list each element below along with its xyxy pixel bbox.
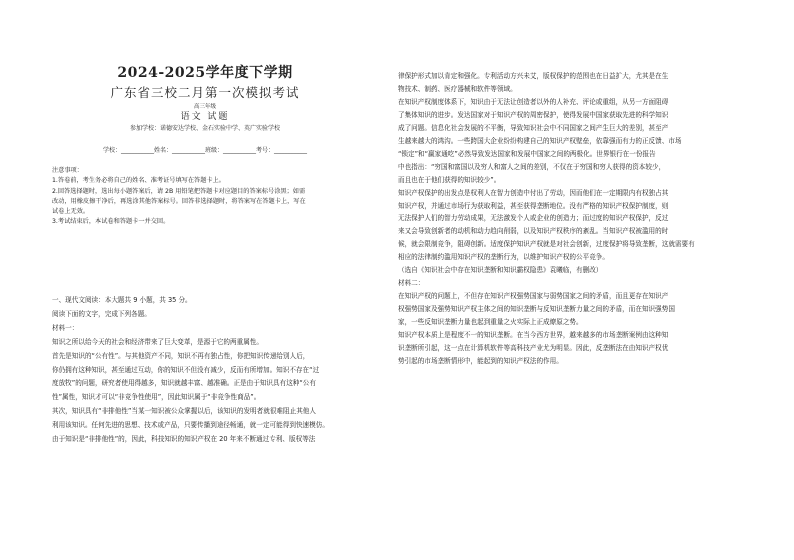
note-line: 1.答卷前，考生务必将自己的姓名、准考证号填写在答题卡上。	[52, 177, 225, 185]
body-line: 了集体知识的进步。发达国家对于知识产权的周密保护，使得发展中国家获取先进的科学知识	[398, 110, 669, 119]
body-line: 而且也在于他们获得的知识较少”。	[398, 175, 501, 184]
notes-heading: 注意事项：	[52, 167, 83, 174]
body-line: 在知识产权的问题上，不但存在知识产权强势国家与弱势国家之间的矛盾，而且更存在知识产	[398, 292, 669, 301]
note-line: 试卷上无效。	[52, 208, 90, 216]
body-line: 无法保护人们的智力劳动成果，无法激发个人或企业的创造力；而过度的知识产权保护，反过	[398, 214, 669, 223]
exam-year-title: 2024-2025学年度下学期	[117, 65, 293, 81]
body-line: 来又会导致创新者的动机和动力趋向削弱，以及知识产权秩序的紊乱。当知识产权被滥用的时	[398, 227, 669, 236]
instruction-line: 阅读下面的文字，完成下列各题。	[52, 309, 151, 318]
material-label: 材料一：	[52, 323, 79, 332]
body-line: “锁定”和“赢家通吃”必然导致发达国家和发展中国家之间的两极化。世界银行在一份报告	[398, 149, 656, 158]
note-line: 改动，用橡皮擦干净后，再选涂其他答案标号。回答非选择题时，将答案写在答题卡上，写在	[52, 197, 306, 205]
body-line: 由于知识是“非排他性”的，因此，科技知识的知识产权在 20 年来不断通过专利、版权等法	[52, 435, 316, 444]
note-line: 2.回答选择题时，选出每小题答案后，请 2B 用铅笔把答题卡对应题目的答案标号涂黑；如需	[52, 187, 306, 195]
body-line: 识垄断所引起，这一点在计算机软件等高科技产业尤为明显。因此，反垄断法在由知识产权优	[398, 344, 669, 353]
exam-notes	[52, 166, 362, 228]
student-info-line: 学校：___________姓名：___________班级：___________考号：___________	[102, 147, 307, 154]
body-line: 物技术、制药、医疗器械和软件等领域。	[398, 84, 517, 93]
body-line: 性”属性，知识才可以“非竞争性使用”，因此知识属于“非竞争性商品”。	[52, 393, 261, 402]
body-line: 其次，知识具有“非排他性”当某一知识被公众掌握以后，该知识的发明者就很难阻止其他人	[52, 407, 316, 416]
body-line: 知识产权，并通过市场行为获取利益，甚至获得垄断地位。没有严格的知识产权保护制度，则	[398, 201, 669, 210]
body-line: 度放牧”的问题，研究者使用得越多，知识就越丰富、越准确。正是由于知识具有这种“公有	[52, 379, 316, 388]
body-line: 律保护形式加以肯定和强化。专利活动方兴未艾，版权保护的范围也在日益扩大，尤其是在生	[398, 72, 669, 80]
body-line: 中也指出：“穷国和富国以及穷人和富人之间的差别，不仅在于穷国和穷人获得的资本较少，	[398, 162, 666, 171]
body-line: 知识产权保护的出发点是权利人在智力创造中付出了劳动，因而他们在一定期限内有权独占其	[398, 188, 669, 197]
body-line: 生越来越大的鸿沟。一些跨国大企业纷纷构建自己的知识产权壁垒，依靠强而有力的正反馈、市场	[398, 136, 682, 145]
body-line: 家，一些反知识垄断力量也起到重量之火实际上正成燎原之势。	[398, 318, 583, 327]
body-line: 在知识产权制度体系下，知识由于无法让创造者以外的人补充、评论或重组，从另一方面阻碍	[398, 97, 669, 106]
body-line: 权强势国家及强势知识产权主体之间的知识垄断与反知识垄断力量之间的矛盾，而在知识强势国	[398, 305, 675, 314]
body-line: 候，就会限制竞争，阻碍创新。适度保护知识产权就是对社会创新，过度保护将导致垄断，这就需要有	[398, 240, 695, 249]
body-line: 知识之所以给今天的社会和经济带来了巨大变革，是源于它的两重属性。	[52, 337, 263, 346]
body-line: 成了问题。信息化社会发展的不平衡，导致知识社会中不同国家之间产生巨大的差别，甚至产	[398, 123, 669, 132]
body-line: 你仍拥有这种知识，甚至通过互动，你的知识不但没有减少，反而有所增加。知识不存在“过	[52, 365, 320, 374]
body-line: 首先是知识的“公有性”。与其他资产不同，知识不再有独占性，你把知识传递给别人后，	[52, 351, 310, 360]
subject-title: 语文 试题	[180, 112, 230, 122]
participating-schools: 参加学校：诺德安达学校、金石实验中学、英广实验学校	[129, 125, 280, 132]
note-line: 3.考试结束后，本试卷和答题卡一并交回。	[52, 218, 170, 226]
exam-name-title: 广东省三校二月第一次模拟考试	[110, 85, 300, 100]
body-line: 知识产权本质上是程度不一的知识垄断。在当今西方世界，越来越多的市场垄断案例由这种知	[398, 331, 669, 340]
left-body-text	[52, 294, 362, 447]
section-heading: 一、现代文阅读：本大题共 9 小题，共 35 分。	[52, 296, 192, 304]
source-citation: （选自《知识社会中存在知识垄断和知识霸权隐患》袁曦临，有删改）	[398, 266, 603, 275]
grade-label: 高三年级	[193, 104, 216, 110]
body-line: 势引起的市场垄断情形中，能起到的知识产权法的作用。	[398, 356, 563, 365]
body-line: 利用该知识。任何先进的思想、技术或产品，只要传播到途径畅通，就一定可能得到快速模仿。	[52, 421, 329, 430]
body-line: 相应的法律制约滥用知识产权的垄断行为，以维护知识产权的公平竞争。	[398, 253, 609, 262]
material-label: 材料二：	[398, 279, 425, 288]
right-body-text	[398, 70, 743, 368]
